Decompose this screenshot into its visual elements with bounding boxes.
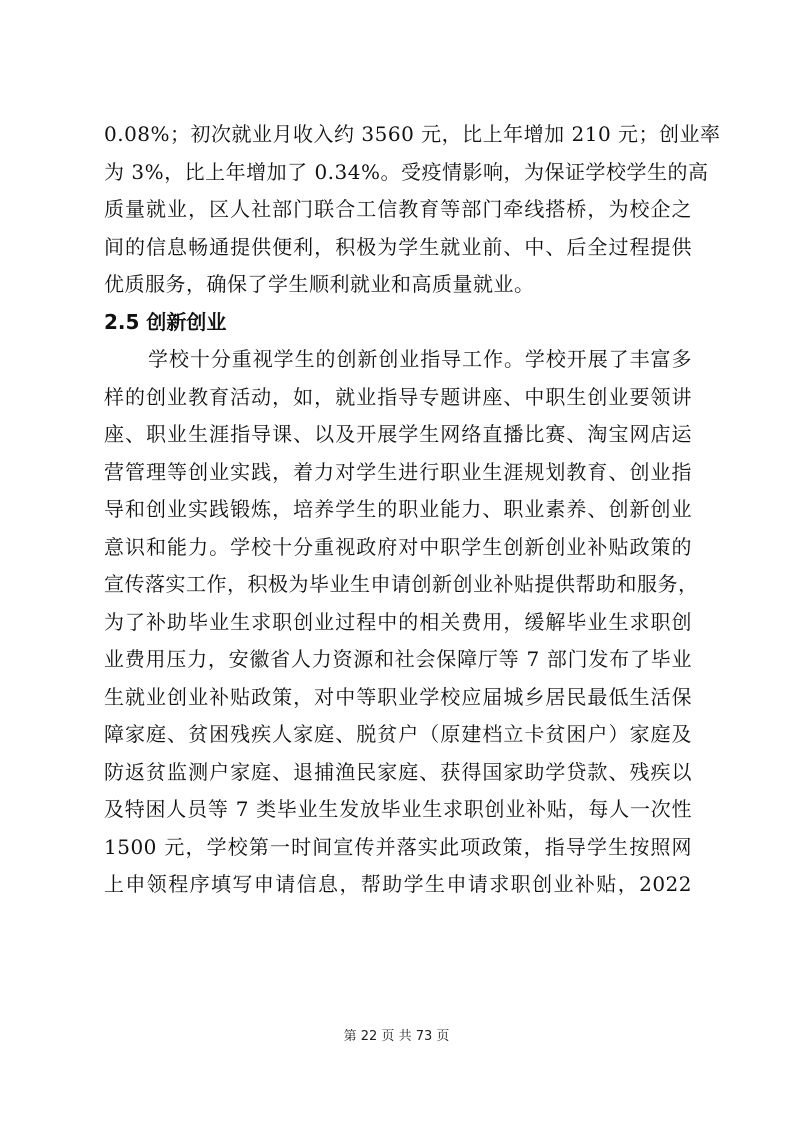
text-line: 为了补助毕业生求职创业过程中的相关费用，缓解毕业生求职创 (104, 609, 692, 634)
paragraph-innovation (104, 341, 699, 904)
document-body (104, 116, 721, 904)
page-number-footer: 第 22 页 共 73 页 (343, 1029, 450, 1044)
text-line: 及特困人员等 7 类毕业生发放毕业生求职创业补贴，每人一次性 (104, 797, 692, 821)
text-line: 防返贫监测户家庭、退捕渔民家庭、获得国家助学贷款、残疾以 (104, 759, 692, 784)
text-line: 0.08%；初次就业月收入约 3560 元，比上年增加 210 元；创业率 (104, 122, 721, 146)
text-line: 生就业创业补贴政策，对中等职业学校应届城乡居民最低生活保 (104, 684, 692, 709)
text-line: 意识和能力。学校十分重视政府对中职学生创新创业补贴政策的 (104, 534, 692, 559)
text-line: 1500 元，学校第一时间宣传并落实此项政策，指导学生按照网 (104, 834, 692, 859)
text-line: 为 3%，比上年增加了 0.34%。受疫情影响，为保证学校学生的高 (104, 159, 709, 184)
text-line: 座、职业生涯指导课、以及开展学生网络直播比赛、淘宝网店运 (104, 422, 692, 446)
text-line: 导和创业实践锻炼，培养学生的职业能力、职业素养、创新创业 (104, 497, 692, 521)
text-line: 营管理等创业实践，着力对学生进行职业生涯规划教育、创业指 (104, 459, 692, 484)
text-line: 间的信息畅通提供便利，积极为学生就业前、中、后全过程提供 (104, 234, 692, 259)
text-line: 上申领程序填写申请信息，帮助学生申请求职创业补贴，2022 (104, 872, 692, 896)
section-heading: 2.5 创新创业 (104, 309, 227, 334)
paragraph-employment (104, 116, 721, 304)
text-line: 宣传落实工作，积极为毕业生申请创新创业补贴提供帮助和服务， (104, 572, 699, 596)
text-line: 业费用压力，安徽省人力资源和社会保障厅等 7 部门发布了毕业 (104, 647, 692, 671)
text-line: 障家庭、贫困残疾人家庭、脱贫户（原建档立卡贫困户）家庭及 (104, 722, 692, 746)
text-line: 样的创业教育活动，如，就业指导专题讲座、中职生创业要领讲 (104, 384, 692, 409)
text-line: 优质服务，确保了学生顺利就业和高质量就业。 (104, 272, 535, 296)
text-line: 质量就业，区人社部门联合工信教育等部门牵线搭桥，为校企之 (104, 197, 692, 221)
text-line: 学校十分重视学生的创新创业指导工作。学校开展了丰富多 (148, 347, 692, 371)
